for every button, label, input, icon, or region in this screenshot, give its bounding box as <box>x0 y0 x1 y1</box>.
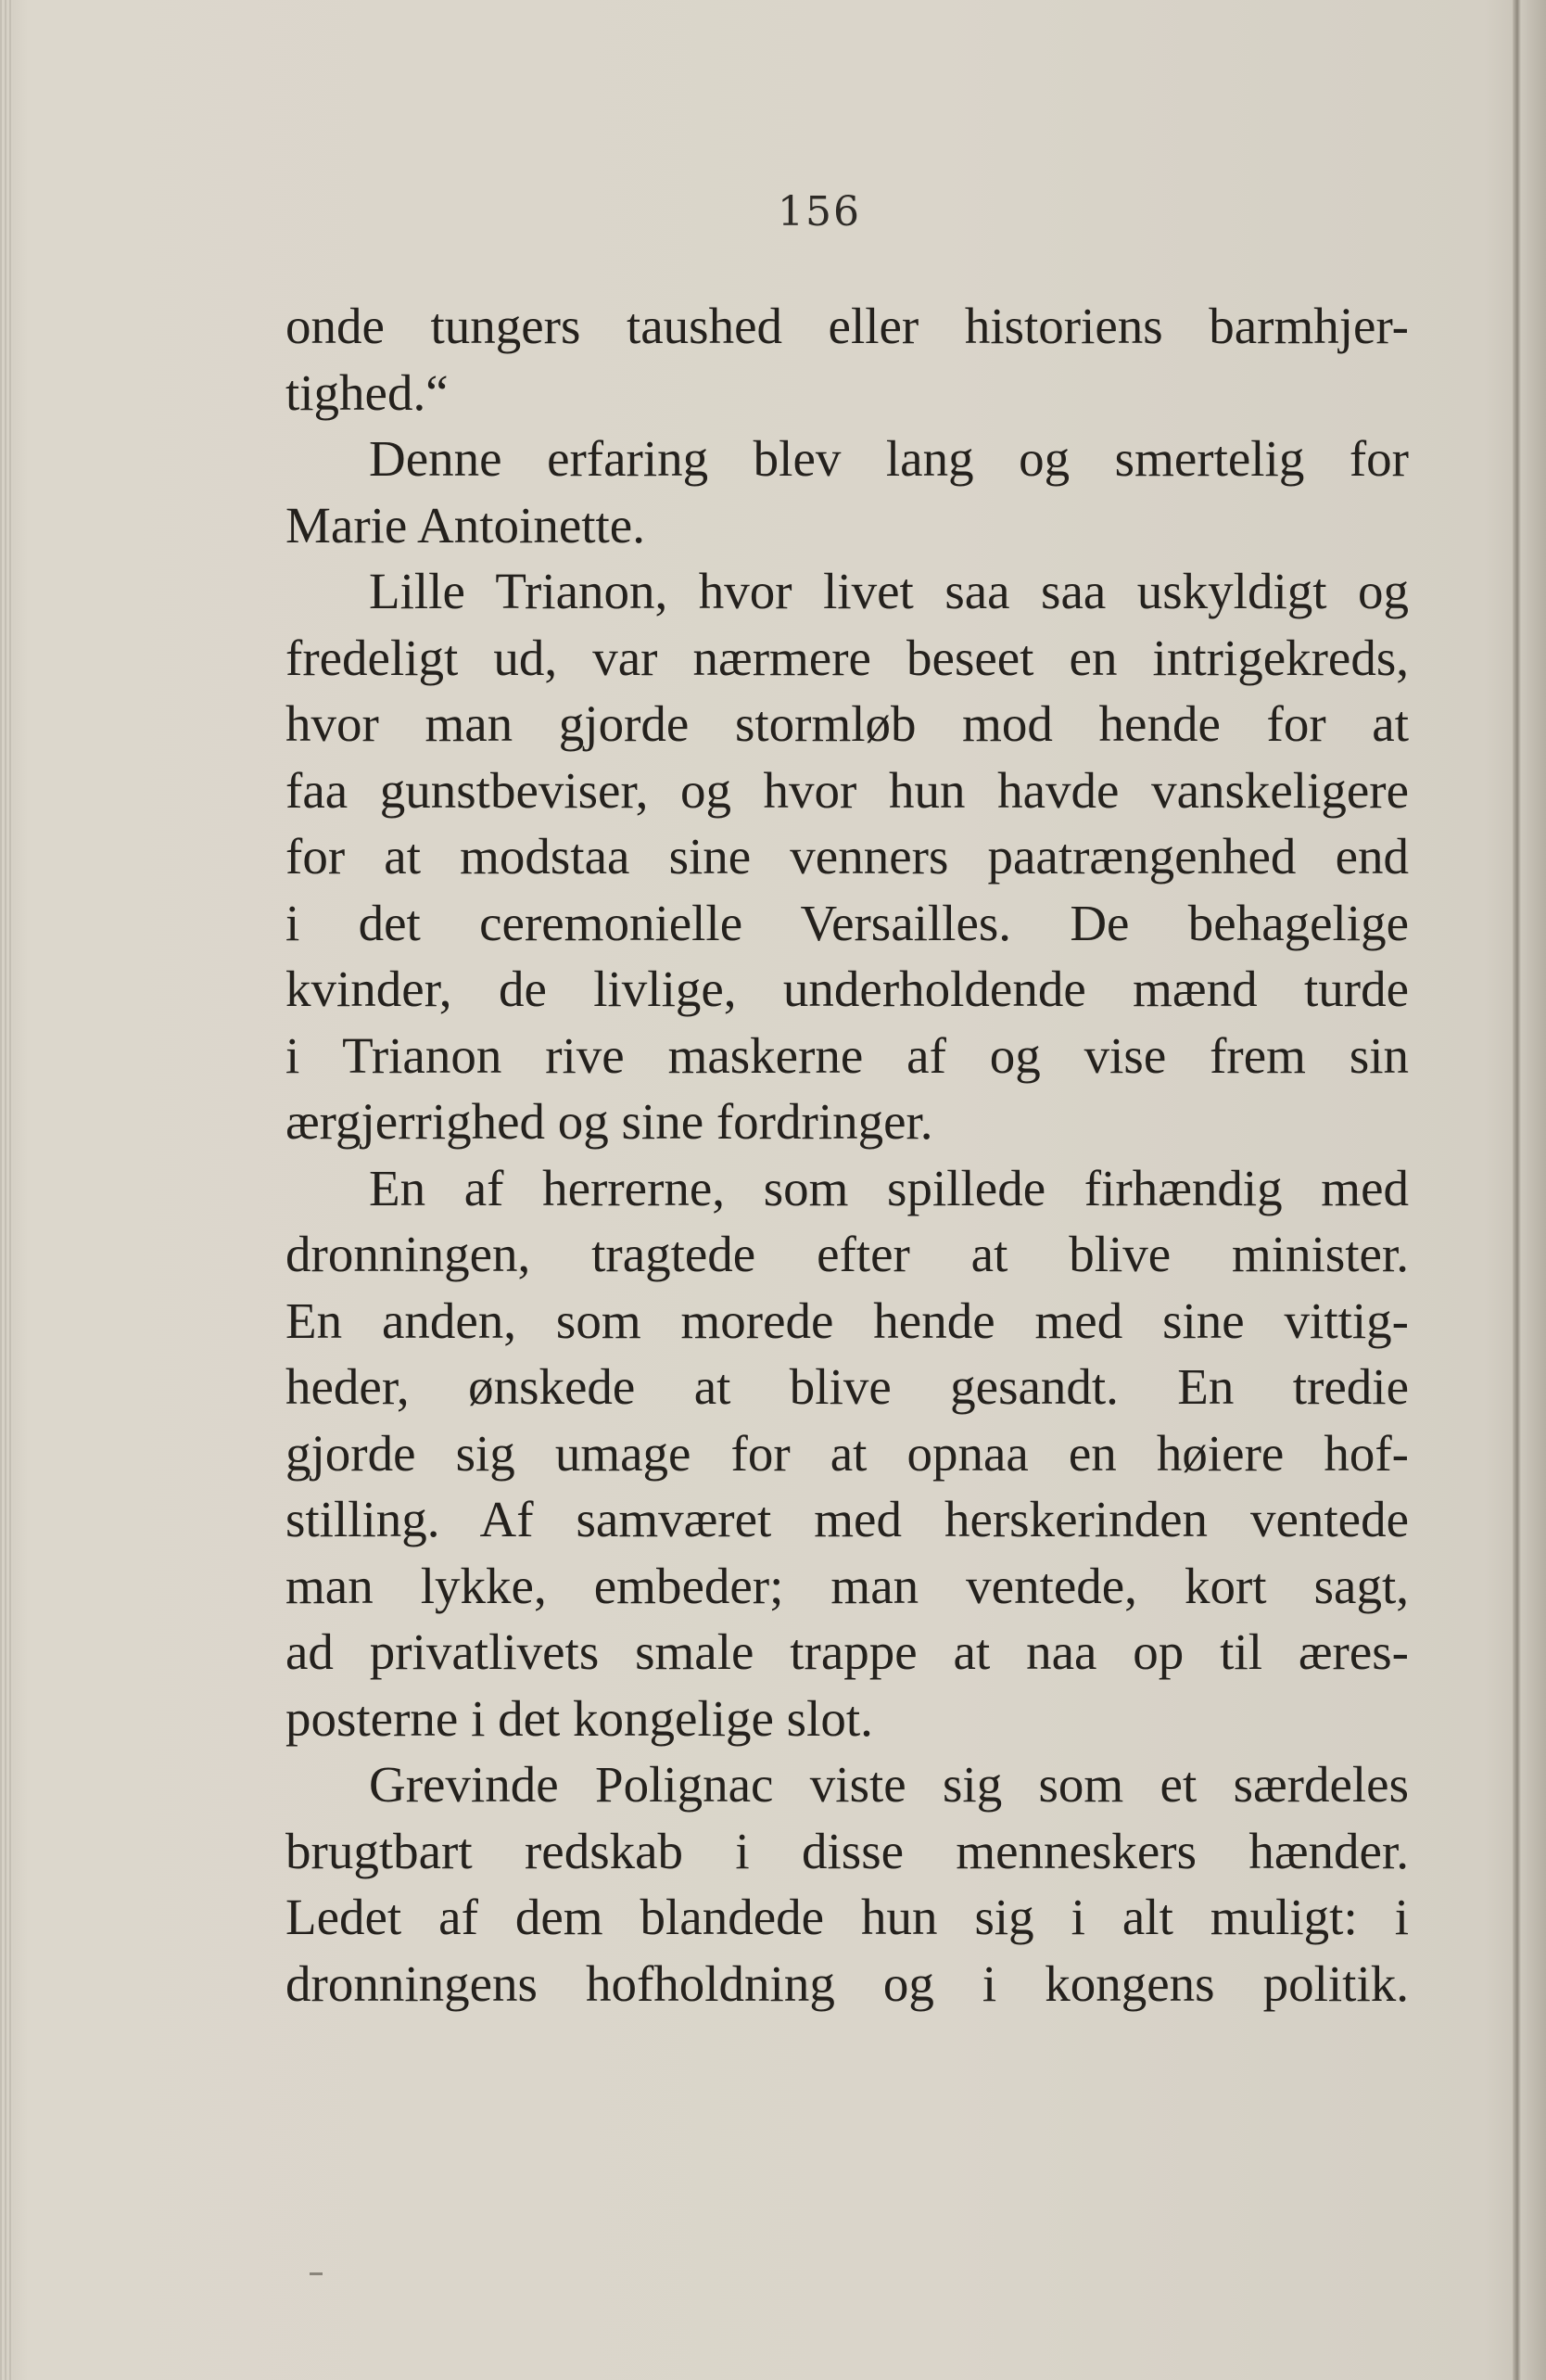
text-line: man lykke, embeder; man ventede, kort sagt, <box>285 1557 1409 1614</box>
text-line: ærgjerrighed og sine fordringer. <box>285 1093 933 1150</box>
text-line: i det ceremonielle Versailles. De behagelige <box>285 894 1409 951</box>
text-line: gjorde sig umage for at opnaa en høiere hof- <box>285 1424 1409 1482</box>
text-line: posterne i det kongelige slot. <box>285 1689 873 1747</box>
text-line: tighed.“ <box>285 363 449 421</box>
text-line: for at modstaa sine venners paatrængenhed end <box>285 828 1409 885</box>
text-line: onde tungers taushed eller historiens barmhjer- <box>285 298 1409 354</box>
text-line: Ledet af dem blandede hun sig i alt muligt: i <box>285 1889 1409 1945</box>
text-line: hvor man gjorde stormløb mod hende for at <box>285 695 1409 752</box>
page-number: 156 <box>778 188 861 235</box>
text-line: Grevinde Polignac viste sig som et særdeles <box>369 1756 1409 1813</box>
text-line: faa gunstbeviser, og hvor hun havde vanskeligere <box>285 761 1409 819</box>
page-left-edge <box>0 0 13 2380</box>
text-line: stilling. Af samværet med herskerinden ventede <box>285 1491 1409 1547</box>
text-line: brugtbart redskab i disse menneskers hænder. <box>285 1822 1409 1879</box>
text-line: kvinder, de livlige, underholdende mænd turde <box>285 961 1409 1017</box>
text-line: Marie Antoinette. <box>285 496 645 554</box>
body-text <box>285 293 1409 2017</box>
text-line: dronningens hofholdning og i kongens politik. <box>285 1954 1409 2012</box>
text-line: En anden, som morede hende med sine vittig- <box>285 1292 1409 1349</box>
text-line: En af herrerne, som spillede firhændig med <box>369 1159 1409 1216</box>
page-gutter-shadow <box>1513 0 1546 2380</box>
text-line: fredeligt ud, var nærmere beseet en intrigekreds, <box>285 629 1409 686</box>
text-line: Denne erfaring blev lang og smertelig for <box>369 430 1409 487</box>
text-line: dronningen, tragtede efter at blive minister. <box>285 1226 1409 1282</box>
text-line: ad privatlivets smale trappe at naa op til æres- <box>285 1623 1409 1680</box>
text-line: i Trianon rive maskerne af og vise frem sin <box>285 1026 1409 1084</box>
ink-speck <box>310 2272 323 2275</box>
text-line: heder, ønskede at blive gesandt. En tredie <box>285 1358 1409 1415</box>
text-line: Lille Trianon, hvor livet saa saa uskyldigt og <box>369 563 1409 619</box>
